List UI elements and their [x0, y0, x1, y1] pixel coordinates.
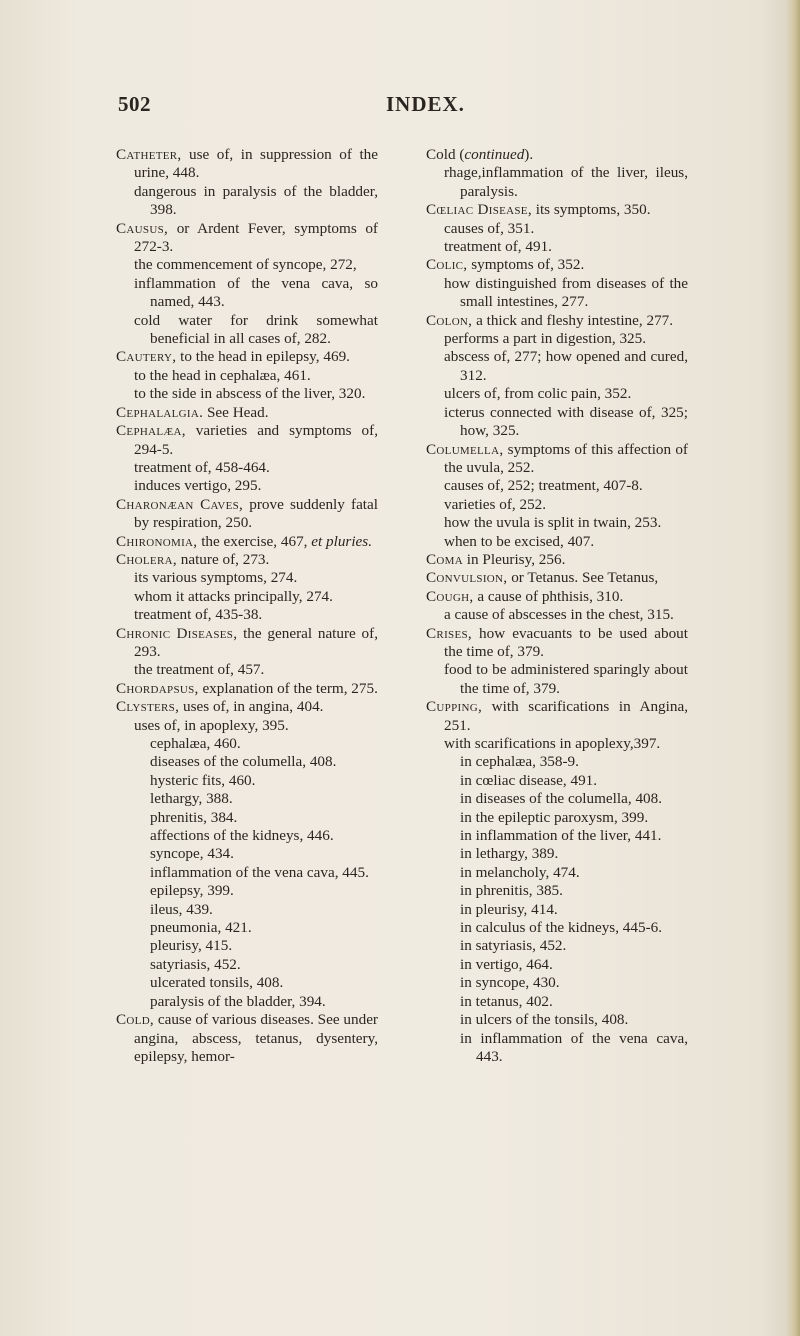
running-title: INDEX.: [386, 92, 465, 116]
index-subentry: uses of, in apoplexy, 395.: [134, 716, 289, 734]
index-subsubentry: pneumonia, 421.: [150, 919, 252, 937]
index-subsubentry: in phrenitis, 385.: [460, 882, 563, 900]
index-subsubentry: syncope, 434.: [150, 845, 234, 863]
index-subsubentry: in tetanus, 402.: [460, 992, 553, 1010]
index-column-left: [116, 146, 378, 1066]
entry-text: uses of, in angina, 404.: [179, 698, 324, 716]
entry-italic: continued: [464, 146, 525, 163]
index-subsubentry: pleurisy, 415.: [150, 937, 233, 955]
entry-heading: Cholera,: [116, 550, 177, 568]
index-subentry: ulcers of, from colic pain, 352.: [444, 385, 632, 403]
entry-heading: Causus,: [116, 219, 169, 237]
index-subentry: treatment of, 458-464.: [134, 458, 270, 476]
index-entry: [116, 680, 378, 698]
index-subsubentry: in syncope, 430.: [460, 974, 560, 992]
index-entry: [116, 1011, 378, 1066]
index-entry: [116, 348, 378, 366]
index-subsubentry: in pleurisy, 414.: [460, 900, 558, 918]
page-edge-shadow: [786, 0, 800, 1336]
index-subsubentry: hysteric fits, 460.: [150, 771, 256, 789]
index-subentry: when to be excised, 407.: [444, 532, 595, 550]
entry-text: a thick and fleshy intestine, 277.: [472, 311, 674, 329]
entry-text: to the head in epilepsy, 469.: [176, 348, 350, 366]
index-entry: [116, 496, 378, 533]
index-subentry: induces vertigo, 295.: [134, 477, 262, 495]
index-subentry: cold water for drink somewhat beneficial in all cases of, 282.: [134, 311, 378, 348]
index-subentry: dangerous in paralysis of the bladder, 398.: [134, 182, 378, 219]
entry-text: Cold (: [426, 146, 465, 163]
index-subentry: a cause of abscesses in the chest, 315.: [444, 606, 674, 624]
index-subentry: with scarifications in apoplexy,397.: [444, 735, 661, 752]
index-entry: [426, 146, 688, 164]
index-subsubentry: inflammation of the vena cava, 445.: [150, 863, 369, 881]
entry-heading: Coma: [426, 550, 463, 568]
index-entry: [116, 551, 378, 569]
index-subentry: varieties of, 252.: [444, 495, 547, 513]
index-subentry: food to be administered sparingly about the time of, 379.: [444, 661, 688, 697]
index-subsubentry: in the epileptic paroxysm, 399.: [460, 808, 649, 826]
index-entry: [426, 441, 688, 478]
entry-text: the general nature of, 293.: [134, 624, 379, 660]
index-subentry: performs a part in digestion, 325.: [444, 330, 647, 348]
index-subsubentry: in cephalæa, 358-9.: [460, 753, 579, 771]
index-entry: [116, 404, 378, 422]
index-column-right: [426, 146, 688, 1066]
entry-heading: Cold,: [116, 1011, 155, 1029]
index-subentry: to the side in abscess of the liver, 320.: [134, 385, 366, 403]
index-entry: [426, 551, 688, 569]
index-entry: [426, 201, 688, 219]
index-subsubentry: epilepsy, 399.: [150, 882, 234, 900]
index-subentry: whom it attacks principally, 274.: [134, 587, 333, 605]
index-subsubentry: diseases of the columella, 408.: [150, 753, 337, 771]
entry-heading: Catheter,: [116, 146, 182, 163]
index-subsubentry: cephalæa, 460.: [150, 735, 241, 752]
entry-text: symptoms of this affection of the uvula, 252.: [444, 440, 688, 476]
entry-text: See Head.: [203, 403, 269, 421]
entry-heading: Charonæan Caves,: [116, 495, 244, 513]
index-subentry: how the uvula is split in twain, 253.: [444, 514, 662, 532]
entry-text: how evacuants to be used about the time of, 379.: [444, 624, 688, 660]
index-subsubentry: affections of the kidneys, 446.: [150, 827, 334, 845]
page-header: [118, 92, 718, 122]
index-entry: [426, 569, 688, 587]
index-subentry: its various symptoms, 274.: [134, 569, 298, 587]
index-subentry: the commencement of syncope, 272,: [134, 256, 357, 274]
entry-text: symptoms of, 352.: [467, 256, 585, 274]
index-subsubentry: in inflammation of the liver, 441.: [460, 827, 662, 845]
entry-text: explanation of the term, 275.: [198, 679, 378, 697]
entry-heading: Cough,: [426, 587, 474, 605]
index-subentry: causes of, 252; treatment, 407-8.: [444, 477, 643, 495]
index-subsubentry: ulcerated tonsils, 408.: [150, 974, 284, 992]
entry-heading: Cœliac Disease,: [426, 201, 532, 219]
entry-text: cause of various diseases. See under angina, abscess, tetanus, dysentery, epilepsy, hemor-: [134, 1011, 378, 1065]
index-entry: [426, 625, 688, 662]
entry-heading: Columella,: [426, 440, 504, 458]
entry-heading: Chironomia,: [116, 532, 198, 550]
index-entry: [116, 698, 378, 716]
entry-heading: Colic,: [426, 256, 468, 274]
entry-text: prove suddenly fatal by respiration, 250.: [134, 495, 378, 532]
entry-tail: ).: [524, 146, 534, 163]
index-subentry: icterus connected with disease of, 325; how, 325.: [444, 403, 688, 440]
entry-text: varieties and symptoms of, 294-5.: [134, 422, 378, 458]
entry-text: with scarifications in Angina, 251.: [444, 698, 688, 734]
index-entry: [426, 698, 688, 735]
entry-heading: Colon,: [426, 311, 473, 329]
entry-heading: Cupping,: [426, 698, 483, 716]
entry-text: nature of, 273.: [176, 550, 270, 568]
entry-heading: Convulsion,: [426, 569, 508, 587]
entry-heading: Cautery,: [116, 348, 177, 366]
entry-italic: et pluries.: [311, 532, 373, 550]
index-entry: [116, 625, 378, 662]
index-subsubentry: in inflammation of the vena cava, 443.: [460, 1029, 688, 1065]
index-subentry: how distinguished from diseases of the small intestines, 277.: [444, 274, 688, 311]
index-subentry: rhage,inflammation of the liver, ileus, paralysis.: [444, 164, 688, 200]
index-subsubentry: satyriasis, 452.: [150, 955, 241, 973]
index-subsubentry: in vertigo, 464.: [460, 955, 553, 973]
index-subentry: treatment of, 491.: [444, 238, 552, 256]
index-subsubentry: in calculus of the kidneys, 445-6.: [460, 919, 663, 937]
index-subsubentry: paralysis of the bladder, 394.: [150, 992, 326, 1010]
index-subsubentry: in lethargy, 389.: [460, 845, 559, 863]
index-subsubentry: in diseases of the columella, 408.: [460, 790, 663, 808]
index-subentry: the treatment of, 457.: [134, 661, 265, 679]
index-subsubentry: lethargy, 388.: [150, 790, 233, 808]
index-entry: [116, 533, 378, 551]
index-subentry: inflammation of the vena cava, so named, 443.: [134, 274, 378, 311]
entry-text: use of, in suppression of the urine, 448.: [134, 146, 378, 182]
index-subentry: causes of, 351.: [444, 219, 535, 237]
index-subsubentry: in satyriasis, 452.: [460, 937, 567, 955]
entry-heading: Cephalalgia.: [116, 403, 204, 421]
index-subsubentry: ileus, 439.: [150, 900, 213, 918]
entry-text: the exercise, 467,: [197, 532, 312, 550]
entry-heading: Clysters,: [116, 698, 180, 716]
page-number: 502: [118, 92, 151, 116]
index-subentry: treatment of, 435-38.: [134, 606, 263, 624]
entry-text: a cause of phthisis, 310.: [473, 587, 624, 605]
index-entry: [426, 256, 688, 274]
index-subentry: to the head in cephalæa, 461.: [134, 366, 311, 384]
entry-text: or Ardent Fever, symptoms of 272-3.: [134, 219, 378, 256]
index-entry: [426, 588, 688, 606]
entry-heading: Chronic Diseases,: [116, 624, 238, 642]
index-entry: [116, 146, 378, 183]
index-entry: [426, 312, 688, 330]
entry-heading: Chordapsus,: [116, 679, 199, 697]
entry-heading: Cephalæa,: [116, 422, 186, 440]
entry-text: or Tetanus. See Tetanus,: [507, 569, 659, 587]
entry-text: its symptoms, 350.: [531, 201, 651, 219]
index-subsubentry: in cœliac disease, 491.: [460, 771, 598, 789]
index-entry: [116, 422, 378, 459]
index-subentry: abscess of, 277; how opened and cured, 312.: [444, 348, 688, 384]
entry-text: in Pleurisy, 256.: [463, 550, 566, 568]
entry-heading: Crises,: [426, 624, 472, 642]
index-subsubentry: in melancholy, 474.: [460, 863, 580, 881]
index-subsubentry: phrenitis, 384.: [150, 808, 238, 826]
index-entry: [116, 220, 378, 257]
index-subsubentry: in ulcers of the tonsils, 408.: [460, 1011, 629, 1029]
